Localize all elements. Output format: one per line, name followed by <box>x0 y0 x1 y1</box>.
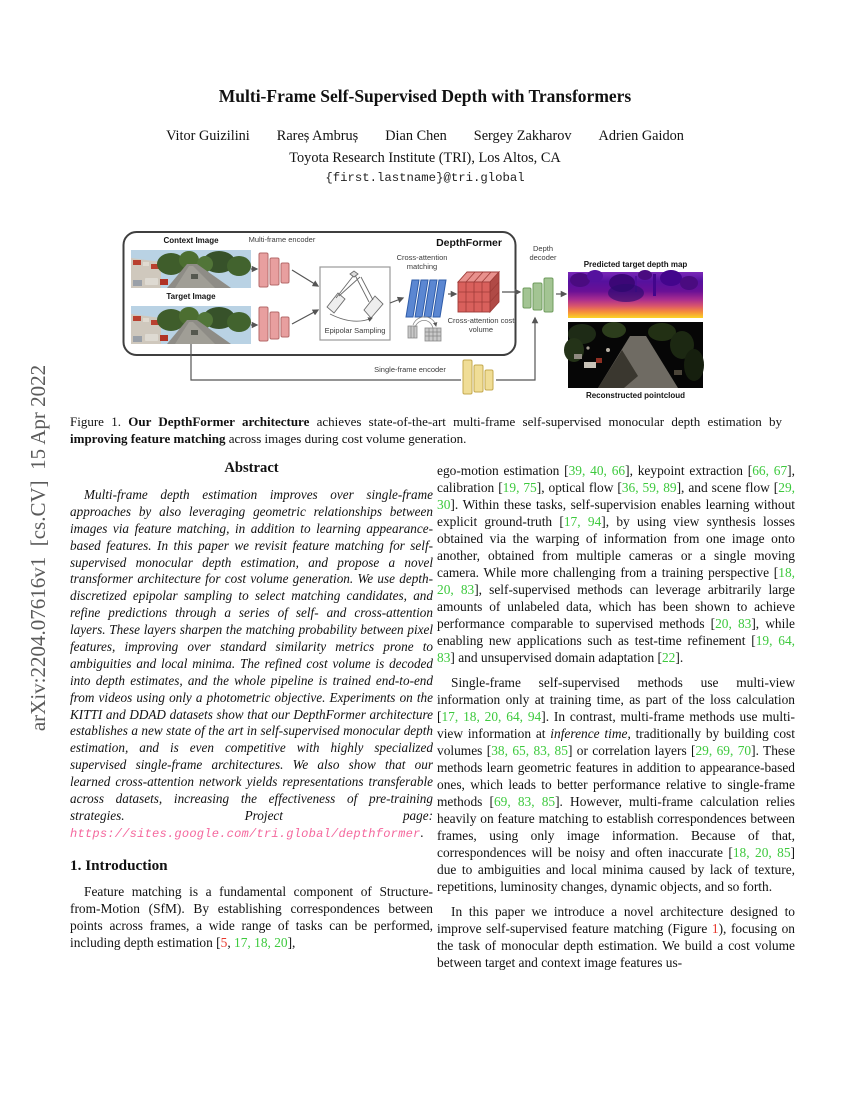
context-image-label: Context Image <box>163 236 219 245</box>
citation-link[interactable]: 19, 64, 83 <box>437 633 795 666</box>
authors-row <box>0 128 850 145</box>
target-image-thumb <box>131 306 251 344</box>
text-segment: Multi-frame depth estimation improves over single-frame approaches by also leveraging geometric relationships between images via feature matching, in addition to learning appearance-based features. In this paper we revisit feature matching for self-supervised monocular depth estimation, and propose a novel transformer architecture for cost volume generation. We use depth-discretized epipolar sampling to select matching candidates, and refine predictions through a series of self- and cross-attention layers. These layers sharpen the matching probability between pixel features, improving over standard similarity metrics prone to ambiguities and local minima. The refined cost volume is decoded into depth estimates, and the whole pipeline is trained end-to-end from videos using only a photometric objective. Experiments on the KITTI and DDAD datasets show that our DepthFormer architecture establishes a new state of the art in self-supervised monocular depth estimation, and is even competitive with highly specialized supervised single-frame architectures. We also show that our learned cross-attention network yields representations transferable across datasets, increasing the effectiveness of pre-training strategies. Project page: <box>70 487 433 823</box>
citation-link[interactable]: 69, 83, 85 <box>493 794 556 810</box>
author: Rareș Ambruș <box>276 128 359 144</box>
page-title: Multi-Frame Self-Supervised Depth with Transformers <box>218 86 632 106</box>
pointcloud-thumb <box>564 322 704 388</box>
text-segment: improving feature matching <box>70 430 226 446</box>
text-segment: ]. However, multi-frame calculation relies heavily on feature matching to establish correspondences between frames, using only image information. Because of that, correspondences will be noisy and often inaccurate [ <box>437 794 795 861</box>
abstract-text <box>70 487 433 842</box>
depth-decoder-icon <box>523 278 553 312</box>
text-segment: Feature matching is a fundamental component of Structure-from-Motion (SfM). By establishing correspondences between points across frames, a wide range of tasks can be performed, including depth estimation [ <box>70 884 433 951</box>
intro-paragraph-3 <box>437 903 795 971</box>
context-image-thumb <box>131 250 251 288</box>
cost-volume-icon <box>458 272 499 312</box>
text-segment: ), focusing on the task of monocular depth estimation. We build a cost volume between target and context image features us- <box>437 921 795 971</box>
author: Vitor Guizilini <box>166 128 250 144</box>
abstract-heading: Abstract <box>224 460 279 476</box>
citation-link[interactable]: 29, 69, 70 <box>695 743 752 759</box>
cross-attention-matching-label: Cross-attention matching <box>396 253 448 271</box>
citation-link[interactable]: 39, 40, 66 <box>568 463 626 478</box>
text-segment: , <box>227 935 235 951</box>
project-page-link[interactable]: https://sites.google.com/tri.global/depthformer <box>70 826 421 841</box>
text-segment: Our DepthFormer architecture <box>128 414 317 429</box>
single-frame-encoder-icon <box>463 360 493 394</box>
text-segment: ] or correlation layers [ <box>567 743 696 759</box>
text-segment: ] and unsupervised domain adaptation [ <box>450 650 662 666</box>
multi-frame-encoder-label: Multi-frame encoder <box>248 235 316 244</box>
author: Adrien Gaidon <box>598 128 684 144</box>
epipolar-sampling-label: Epipolar Sampling <box>324 326 386 335</box>
text-segment: ] due to ambiguities and local minima caused by lack of texture, repetitions, luminosity changes, dynamic objects, and so forth. <box>437 845 796 895</box>
intro-paragraph-2 <box>437 674 795 895</box>
affiliation: Toyota Research Institute (TRI), Los Altos, CA <box>289 150 561 166</box>
text-segment: Single-frame self-supervised methods use multi-view information only at training time, as part of the loss calculation [ <box>437 675 795 725</box>
cross-attention-cost-volume-label: Cross-attention cost volume <box>447 316 515 334</box>
intro-paragraph-1 <box>437 462 795 666</box>
introduction-heading: 1. Introduction <box>70 857 168 875</box>
figure-caption <box>70 414 782 448</box>
text-segment: ]. <box>675 650 684 666</box>
text-segment: , traditionally by building cost volumes [ <box>437 726 795 759</box>
text-segment: In this paper we introduce a novel architecture designed to improve self-supervised feature matching (Figure <box>437 904 795 937</box>
text-segment: ], keypoint extraction [ <box>625 463 753 478</box>
target-image-label: Target Image <box>166 292 216 301</box>
depthformer-label: DepthFormer <box>436 237 502 249</box>
text-segment: ], and scene flow [ <box>676 480 779 496</box>
citation-link[interactable]: 29, 30 <box>437 480 795 513</box>
citation-link[interactable]: 18, 20, 85 <box>732 845 791 861</box>
citation-link[interactable]: 17, 18, 20, 64, 94 <box>441 709 542 725</box>
citation-link[interactable]: 38, 65, 83, 85 <box>491 743 568 759</box>
citation-link[interactable]: 1 <box>711 921 719 937</box>
text-segment: ego-motion estimation [ <box>437 463 569 478</box>
text-segment: ]. In contrast, multi-frame methods use multi-view information at <box>437 709 795 742</box>
citation-link[interactable]: 20, 83 <box>715 616 752 632</box>
text-segment: ]. These methods learn geometric features in addition to appearance-based ones, which leads to better performance relative to single-frame methods [ <box>437 743 796 810</box>
text-segment: ], <box>287 935 296 951</box>
left-column <box>70 460 433 951</box>
text-segment: ]. Within these tasks, self-supervision enables learning without explicit ground-truth [ <box>437 497 795 530</box>
text-segment: ], self-supervised methods can leverage arbitrarily large amounts of unlabeled data, which has been shown to achieve performance comparable to supervised methods [ <box>437 582 795 632</box>
introduction-text <box>70 883 433 951</box>
predicted-depth-map-label: Predicted target depth map <box>583 260 688 269</box>
figure-1 <box>122 230 707 414</box>
depth-decoder-label: Depth decoder <box>529 244 557 262</box>
paper-header <box>0 86 850 185</box>
text-segment: ], calibration [ <box>437 463 795 496</box>
depth-map-thumb <box>568 270 703 318</box>
text-segment: inference time <box>550 726 628 742</box>
text-segment: . <box>420 824 424 840</box>
arxiv-watermark: arXiv:2204.07616v1 [cs.CV] 15 Apr 2022 <box>26 364 50 732</box>
citation-link[interactable]: 18, 20, 83 <box>437 565 795 598</box>
text-segment: ], optical flow [ <box>536 480 622 496</box>
citation-link[interactable]: 36, 59, 89 <box>621 480 677 496</box>
text-segment: Figure 1. <box>70 414 129 429</box>
email: {first.lastname}@tri.global <box>325 171 525 185</box>
author: Sergey Zakharov <box>473 128 572 144</box>
text-segment: ], while enabling new applications such as test-time refinement [ <box>437 616 795 649</box>
citation-link[interactable]: 19, 75 <box>502 480 537 496</box>
text-segment: ], by using view synthesis losses obtained via the warping of information from one image onto another, obtained from multiple cameras or a single moving camera. While more challenging from a training perspective [ <box>437 514 795 581</box>
citation-link[interactable]: 5 <box>220 935 228 951</box>
author: Dian Chen <box>385 128 447 144</box>
citation-link[interactable]: 17, 18, 20 <box>234 935 288 951</box>
text-segment: across images during cost volume generation. <box>225 430 467 446</box>
citation-link[interactable]: 17, 94 <box>563 514 602 530</box>
citation-link[interactable]: 22 <box>661 650 676 666</box>
right-column <box>437 462 795 971</box>
single-frame-encoder-label: Single-frame encoder <box>374 365 446 374</box>
reconstructed-pointcloud-label: Reconstructed pointcloud <box>585 391 686 400</box>
text-segment: achieves state-of-the-art multi-frame self-supervised monocular depth estimation by <box>316 414 782 429</box>
citation-link[interactable]: 66, 67 <box>752 463 788 478</box>
